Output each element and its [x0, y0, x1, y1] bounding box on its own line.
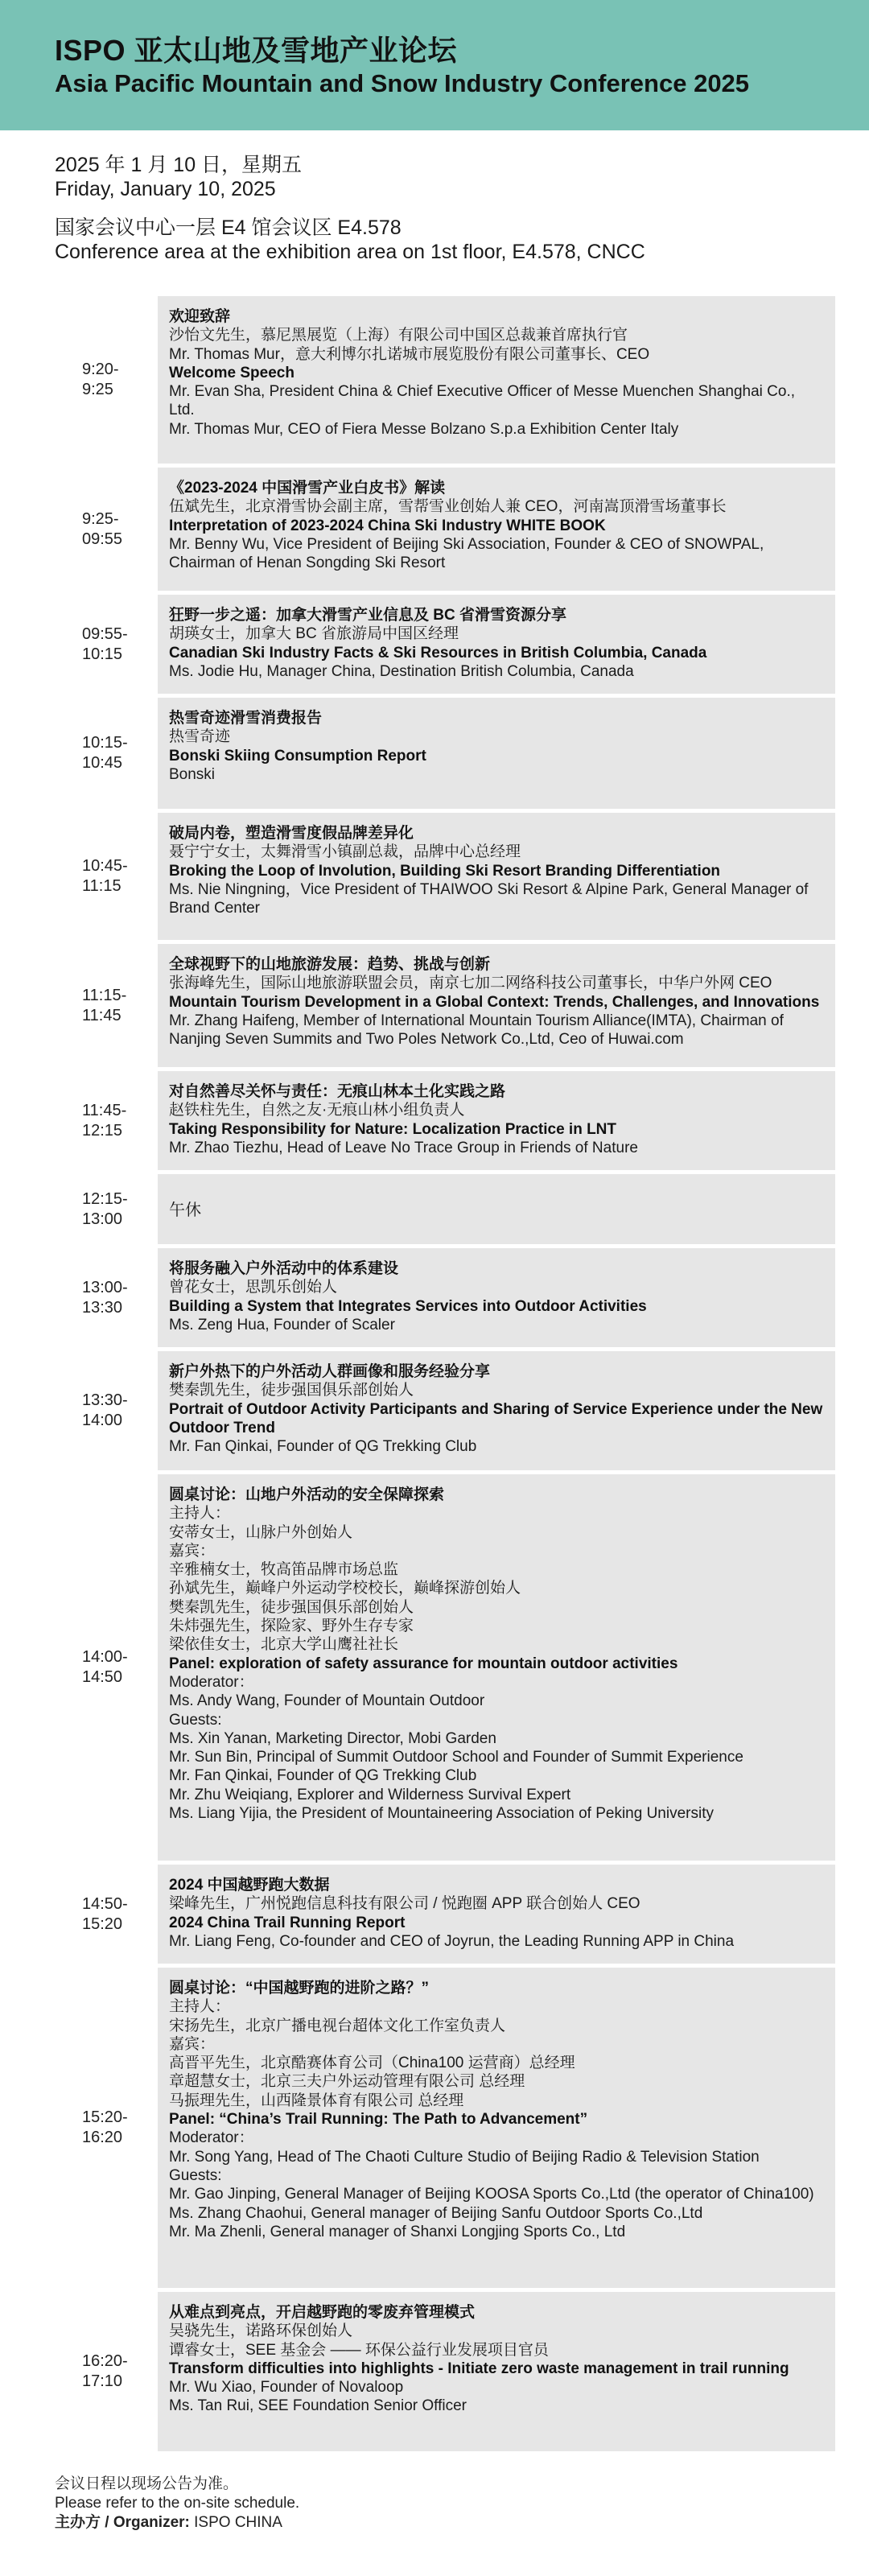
agenda-time-start: 9:25- [82, 509, 119, 528]
agenda-time-start: 11:45- [82, 1101, 127, 1119]
session-box [158, 698, 835, 809]
agenda-row [55, 1351, 835, 1470]
session-title: Welcome Speech [169, 364, 294, 381]
session-line: 高晋平先生，北京酷赛体育公司（China100 运营商）总经理 [169, 2055, 575, 2072]
session-title: Broking the Loop of Involution, Building Ski Resort Branding Differentiation [169, 862, 721, 880]
agenda-table [55, 296, 835, 2455]
session-box [158, 1474, 835, 1861]
footer-note-en: Please refer to the on-site schedule. [55, 2495, 300, 2512]
agenda-time [55, 2292, 158, 2451]
session-line: Ms. Jodie Hu, Manager China, Destination British Columbia, Canada [169, 662, 634, 680]
event-venue-en: Conference area at the exhibition area on 1st floor, E4.578, CNCC [55, 241, 645, 263]
session-line: Guests: [169, 2166, 222, 2184]
agenda-row [55, 296, 835, 464]
session-title: Panel: exploration of safety assurance for mountain outdoor activities [169, 1655, 678, 1672]
agenda-time-end: 15:20 [82, 1914, 123, 1933]
session-title: Canadian Ski Industry Facts & Ski Resources in British Columbia, Canada [169, 644, 707, 662]
session-title: 从难点到亮点，开启越野跑的零废弃管理模式 [169, 2304, 476, 2321]
session-title: 热雪奇迹滑雪消费报告 [169, 710, 323, 727]
agenda-row [55, 595, 835, 694]
session-line: 朱炜强先生，探险家、野外生存专家 [169, 1618, 414, 1635]
session-line: Mr. Fan Qinkai, Founder of QG Trekking Club [169, 1438, 477, 1456]
session-title: 破局内卷，塑造滑雪度假品牌差异化 [169, 825, 414, 842]
session-line: Ms. Nie Ningning，Vice President of THAIWOO Ski Resort & Alpine Park, General Manager of Brand Center [169, 880, 809, 917]
session-title: 2024 China Trail Running Report [169, 1914, 406, 1931]
agenda-time [55, 813, 158, 940]
session-box [158, 1071, 835, 1170]
session-title: 将服务融入户外活动中的体系建设 [169, 1260, 399, 1277]
session-line: Mr. Evan Sha, President China & Chief Executive Officer of Messe Muenchen Shanghai Co., Ltd. [169, 383, 795, 419]
agenda-row [55, 698, 835, 809]
session-line: 沙怡文先生，慕尼黑展览（上海）有限公司中国区总裁兼首席执行官 [169, 327, 628, 344]
session-line: Ms. Zeng Hua, Founder of Scaler [169, 1316, 395, 1333]
agenda-row [55, 468, 835, 591]
session-line: 热雪奇迹 [169, 728, 231, 746]
agenda-time-end: 14:50 [82, 1668, 123, 1686]
agenda-time-start: 13:30- [82, 1391, 128, 1409]
session-line: Ms. Tan Rui, SEE Foundation Senior Officer [169, 2397, 467, 2415]
agenda-time [55, 1248, 158, 1347]
session-box [158, 2292, 835, 2451]
agenda-time-end: 13:00 [82, 1210, 123, 1228]
agenda-time [55, 944, 158, 1067]
session-title: 2024 中国越野跑大数据 [169, 1877, 330, 1894]
agenda-time-end: 13:30 [82, 1298, 123, 1317]
session-box [158, 595, 835, 694]
session-line: Guests: [169, 1711, 222, 1729]
organizer [55, 2513, 827, 2533]
session-title: Portrait of Outdoor Activity Participants and Sharing of Service Experience under the New Outdoor Trend [169, 1400, 823, 1436]
footer-note-cn: 会议日程以现场公告为准。 [55, 2475, 239, 2492]
agenda-time-start: 10:45- [82, 857, 128, 875]
session-line: 主持人： [169, 1998, 231, 2016]
session-line: 张海峰先生，国际山地旅游联盟会员，南京七加二网络科技公司董事长，中华户外网 CEO [169, 975, 772, 992]
agenda-time-end: 11:45 [82, 1006, 121, 1024]
page-title-cn: ISPO 亚太山地及雪地产业论坛 [55, 34, 458, 67]
session-line: 梁依佳女士，北京大学山鹰社社长 [169, 1636, 399, 1654]
session-title: 狂野一步之遥：加拿大滑雪产业信息及 BC 省滑雪资源分享 [169, 607, 567, 624]
agenda-time [55, 1351, 158, 1470]
agenda-time-start: 15:20- [82, 2108, 128, 2126]
agenda-row [55, 2292, 835, 2451]
session-title: Interpretation of 2023-2024 China Ski Industry WHITE BOOK [169, 517, 606, 534]
event-date-cn: 2025 年 1 月 10 日，星期五 [55, 154, 303, 176]
session-line: Mr. Zhao Tiezhu, Head of Leave No Trace Group in Friends of Nature [169, 1139, 638, 1156]
session-title: Building a System that Integrates Services into Outdoor Activities [169, 1297, 647, 1315]
session-title: 新户外热下的户外活动人群画像和服务经验分享 [169, 1363, 491, 1380]
session-line: 午休 [169, 1201, 201, 1219]
session-box [158, 296, 835, 464]
agenda-time-end: 10:45 [82, 754, 123, 772]
agenda-time-end: 10:15 [82, 645, 123, 663]
agenda-time [55, 595, 158, 694]
agenda-time-end: 9:25 [82, 381, 113, 398]
session-title: 圆桌讨论：“中国越野跑的进阶之路？” [169, 1980, 430, 1997]
session-line: Ms. Andy Wang, Founder of Mountain Outdoor [169, 1692, 485, 1710]
session-box [158, 944, 835, 1067]
session-line: Mr. Fan Qinkai, Founder of QG Trekking Club [169, 1767, 477, 1785]
session-line: 曾花女士，思凯乐创始人 [169, 1279, 338, 1296]
session-line: Moderator： [169, 1673, 254, 1691]
agenda-time [55, 698, 158, 809]
session-title: 《2023-2024 中国滑雪产业白皮书》解读 [169, 480, 446, 497]
session-line: 安蒂女士，山脉户外创始人 [169, 1523, 353, 1541]
agenda-time-start: 9:20- [82, 361, 119, 378]
agenda-row [55, 944, 835, 1067]
agenda-time-start: 09:55- [82, 624, 128, 643]
session-line: Mr. Benny Wu, Vice President of Beijing Ski Association, Founder & CEO of SNOWPAL, Chairman of Henan Songding Ski Resort [169, 535, 764, 572]
session-line: 孙斌先生，巅峰户外运动学校校长，巅峰探游创始人 [169, 1580, 521, 1597]
session-line: 主持人： [169, 1505, 231, 1523]
session-line: 嘉宾： [169, 2035, 216, 2053]
event-date-en: Friday, January 10, 2025 [55, 178, 276, 200]
session-box [158, 1351, 835, 1470]
session-line: 樊秦凯先生，徒步强国俱乐部创始人 [169, 1382, 414, 1399]
session-title: 圆桌讨论：山地户外活动的安全保障探索 [169, 1486, 445, 1503]
session-line: 谭睿女士，SEE 基金会 —— 环保公益行业发展项目官员 [169, 2341, 549, 2359]
agenda-time-end: 11:15 [82, 877, 121, 895]
session-box [158, 1865, 835, 1964]
session-line: 辛雅楠女士，牧高笛品牌市场总监 [169, 1561, 399, 1579]
session-line: 赵铁柱先生，自然之友·无痕山林小组负责人 [169, 1102, 465, 1119]
session-line: 吴骁先生，诺路环保创始人 [169, 2323, 353, 2340]
session-line: 聂宁宁女士，太舞滑雪小镇副总裁，品牌中心总经理 [169, 843, 521, 861]
agenda-time-start: 16:20- [82, 2352, 128, 2370]
agenda-row [55, 1474, 835, 1861]
agenda-row [55, 1174, 835, 1244]
header-banner [0, 0, 869, 130]
session-title: 欢迎致辞 [169, 308, 231, 325]
agenda-time-start: 14:00- [82, 1648, 128, 1666]
session-line: Mr. Thomas Mur，意大利博尔扎诺城市展览股份有限公司董事长、CEO [169, 345, 650, 363]
break-box [158, 1174, 835, 1244]
session-line: Mr. Sun Bin, Principal of Summit Outdoor School and Founder of Summit Experience [169, 1749, 743, 1766]
session-title: 对自然善尽关怀与责任：无痕山林本土化实践之路 [169, 1083, 506, 1100]
session-line: Ms. Xin Yanan, Marketing Director, Mobi Garden [169, 1729, 496, 1747]
session-line: 梁峰先生，广州悦跑信息科技有限公司 / 悦跑圈 APP 联合创始人 CEO [169, 1895, 640, 1913]
agenda-row [55, 1071, 835, 1170]
agenda-time [55, 1865, 158, 1964]
agenda-time [55, 1968, 158, 2288]
agenda-row [55, 1248, 835, 1347]
session-line: Mr. Ma Zhenli, General manager of Shanxi Longjing Sports Co., Ltd [169, 2223, 626, 2240]
session-line: Mr. Gao Jinping, General Manager of Beijing KOOSA Sports Co.,Ltd (the operator of China100) [169, 2186, 814, 2203]
agenda-time-end: 12:15 [82, 1121, 123, 1140]
session-line: 樊秦凯先生，徒步强国俱乐部创始人 [169, 1598, 414, 1616]
session-line: 章超慧女士，北京三夫户外运动管理有限公司 总经理 [169, 2073, 525, 2091]
agenda-time-end: 09:55 [82, 530, 123, 548]
session-line: 宋扬先生，北京广播电视台超体文化工作室负责人 [169, 2017, 506, 2034]
agenda-time-start: 14:50- [82, 1894, 128, 1913]
session-line: 伍斌先生，北京滑雪协会副主席，雪帮雪业创始人兼 CEO，河南嵩顶滑雪场董事长 [169, 498, 727, 516]
session-line: Mr. Zhang Haifeng, Member of International Mountain Tourism Alliance(IMTA), Chairman of Nanjing Seven Summits and Two Poles Network Co.,Ltd, Ceo of Huwai.com [169, 1012, 784, 1049]
agenda-time-end: 16:20 [82, 2129, 123, 2146]
session-line: 嘉宾： [169, 1542, 216, 1560]
agenda-time-end: 17:10 [82, 2372, 123, 2390]
agenda-time [55, 1474, 158, 1861]
session-title: Bonski Skiing Consumption Report [169, 747, 426, 765]
session-line: 胡瑛女士，加拿大 BC 省旅游局中国区经理 [169, 625, 459, 643]
session-box [158, 813, 835, 940]
session-box [158, 1968, 835, 2288]
agenda-time-start: 10:15- [82, 734, 128, 752]
agenda-time-start: 13:00- [82, 1278, 128, 1296]
agenda-time-end: 14:00 [82, 1412, 123, 1429]
agenda-row [55, 813, 835, 940]
session-line: Mr. Song Yang, Head of The Chaoti Culture Studio of Beijing Radio & Television Station [169, 2148, 760, 2166]
session-line: Ms. Liang Yijia, the President of Mountaineering Association of Peking University [169, 1805, 714, 1823]
session-line: Mr. Zhu Weiqiang, Explorer and Wilderness Survival Expert [169, 1786, 571, 1803]
agenda-time [55, 468, 158, 591]
organizer-label: 主办方 / Organizer: [55, 2514, 190, 2531]
session-line: 马振理先生，山西隆景体育有限公司 总经理 [169, 2092, 464, 2109]
session-title: Taking Responsibility for Nature: Localization Practice in LNT [169, 1120, 617, 1138]
session-line: Mr. Wu Xiao, Founder of Novaloop [169, 2379, 404, 2397]
agenda-time-start: 12:15- [82, 1189, 128, 1208]
session-box [158, 468, 835, 591]
session-title: Mountain Tourism Development in a Global Context: Trends, Challenges, and Innovations [169, 993, 820, 1011]
session-title: Transform difficulties into highlights - Initiate zero waste management in trail running [169, 2360, 789, 2377]
agenda-row [55, 1968, 835, 2288]
agenda-time-start: 11:15- [82, 986, 127, 1004]
organizer-value: ISPO CHINA [194, 2514, 282, 2531]
event-info [55, 153, 827, 264]
footer [55, 2475, 827, 2533]
session-line: Bonski [169, 765, 216, 783]
agenda-time [55, 296, 158, 464]
session-title: 全球视野下的山地旅游发展：趋势、挑战与创新 [169, 956, 491, 973]
agenda-time [55, 1071, 158, 1170]
agenda-row [55, 1865, 835, 1964]
session-box [158, 1248, 835, 1347]
session-line: Mr. Liang Feng, Co-founder and CEO of Joyrun, the Leading Running APP in China [169, 1932, 735, 1950]
event-venue-cn: 国家会议中心一层 E4 馆会议区 E4.578 [55, 216, 402, 239]
session-title: Panel: “China’s Trail Running: The Path to Advancement” [169, 2111, 588, 2129]
session-line: Ms. Zhang Chaohui, General manager of Beijing Sanfu Outdoor Sports Co.,Ltd [169, 2204, 703, 2222]
session-line: Mr. Thomas Mur, CEO of Fiera Messe Bolzano S.p.a Exhibition Center Italy [169, 420, 679, 438]
session-line: Moderator： [169, 2129, 254, 2147]
page-title-en: Asia Pacific Mountain and Snow Industry Conference 2025 [55, 69, 750, 97]
agenda-time [55, 1174, 158, 1244]
